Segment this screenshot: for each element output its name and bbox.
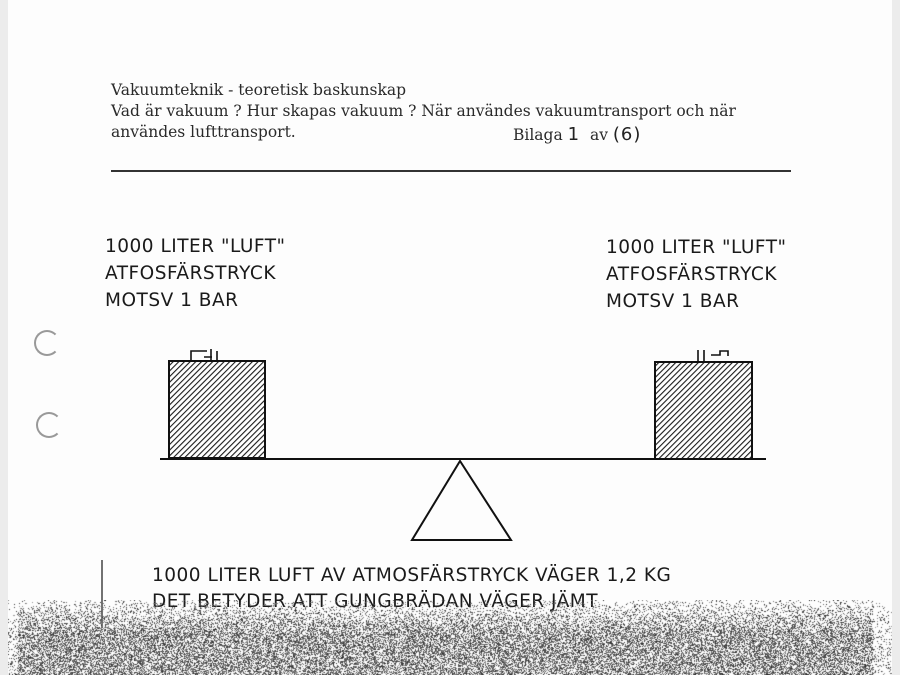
header-question-continued: användes lufttransport.	[111, 123, 296, 141]
left-tank-equivalent: MOTSV 1 BAR	[105, 290, 239, 311]
right-tank-pressure: ATFOSFÄRSTRYCK	[606, 264, 777, 285]
seesaw-fulcrum	[412, 461, 511, 540]
bilaga-total: (6)	[612, 124, 642, 145]
bilaga-number: 1	[567, 124, 581, 145]
conclusion-line-1: 1000 LITER LUFT AV ATMOSFÄRSTRYCK VÄGER 1,2 KG	[152, 565, 672, 586]
scanned-document-page	[8, 0, 892, 675]
right-tank-equivalent: MOTSV 1 BAR	[606, 291, 740, 312]
scan-noise-band	[8, 600, 892, 675]
header-title: Vakuumteknik - teoretisk baskunskap	[111, 81, 407, 99]
left-tank-pressure: ATFOSFÄRSTRYCK	[105, 263, 276, 284]
right-tank-volume: 1000 LITER "LUFT"	[606, 237, 787, 258]
av-label: av	[589, 126, 608, 144]
left-air-tank	[169, 349, 265, 458]
header-question: Vad är vakuum ? Hur skapas vakuum ? När användes vakuumtransport och när	[111, 102, 736, 120]
right-air-tank	[655, 350, 752, 459]
left-tank-volume: 1000 LITER "LUFT"	[105, 236, 286, 257]
bilaga-label: Bilaga	[513, 126, 563, 144]
